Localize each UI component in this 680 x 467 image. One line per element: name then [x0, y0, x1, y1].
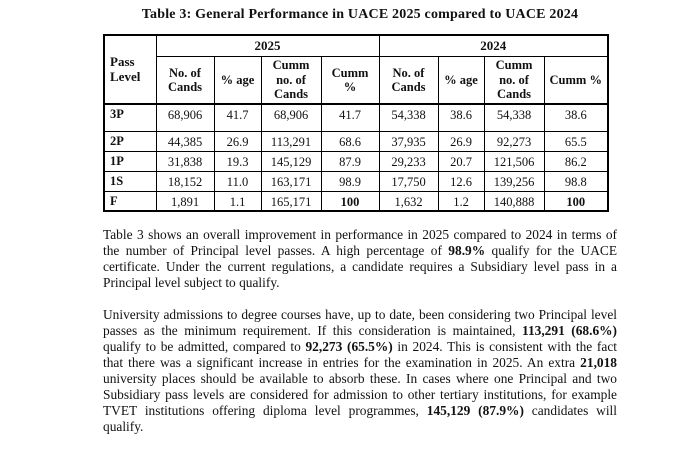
cell: 145,129: [261, 151, 321, 171]
cell: 68.6: [321, 131, 379, 151]
cell: 68,906: [261, 104, 321, 131]
text-run: qualify to be admitted, compared to: [103, 339, 306, 354]
text-run-bold: 21,018: [580, 355, 617, 370]
column-header-2024-no-of-cands: No. of Cands: [379, 57, 438, 105]
cell: 121,506: [484, 151, 544, 171]
cell: 100: [321, 191, 379, 211]
cell: 29,233: [379, 151, 438, 171]
paragraph-admissions: [103, 307, 617, 435]
cell: 87.9: [321, 151, 379, 171]
cell: 11.0: [214, 171, 261, 191]
body-text: [103, 227, 617, 435]
cell: 12.6: [438, 171, 484, 191]
column-header-2025-cumm-no-of-cands: Cumm no. of Cands: [261, 57, 321, 105]
table-year-header-row: [104, 35, 608, 57]
column-header-pass-level: Pass Level: [104, 35, 156, 104]
table-title: Table 3: General Performance in UACE 2025 compared to UACE 2024: [141, 7, 579, 22]
column-header-2024-percentage: % age: [438, 57, 484, 105]
table-subheader-row: [104, 57, 608, 105]
cell: 41.7: [321, 104, 379, 131]
cell: 26.9: [438, 131, 484, 151]
cell: 1.1: [214, 191, 261, 211]
document-content: [103, 7, 617, 435]
column-header-2025-no-of-cands: No. of Cands: [156, 57, 214, 105]
text-run: university places should be available to absorb these. In cases where one Principal and two Subsidiary pass levels are considered for admission to other tertiary institutions, for example TVET institutions offering diploma level programmes,: [103, 371, 617, 418]
cell: 163,171: [261, 171, 321, 191]
column-header-2025-percentage: % age: [214, 57, 261, 105]
cell: 54,338: [484, 104, 544, 131]
row-label: F: [104, 191, 156, 211]
cell: 92,273: [484, 131, 544, 151]
table-row-2p: [104, 131, 608, 151]
cell: 41.7: [214, 104, 261, 131]
column-header-2024-cumm-no-of-cands: Cumm no. of Cands: [484, 57, 544, 105]
table-row-f: [104, 191, 608, 211]
table-row-3p: [104, 104, 608, 131]
cell: 26.9: [214, 131, 261, 151]
text-run: Table 3 shows an overall improvement in performance in 2025 compared to 2024 in terms of the number of Principal level passes. A high percentage of: [103, 227, 617, 258]
table-row-1s: [104, 171, 608, 191]
cell: 37,935: [379, 131, 438, 151]
row-label: 2P: [104, 131, 156, 151]
text-run: in 2024. This is consistent with the fact that there was a significant increase in entries for the examination in 2025. An extra: [103, 339, 618, 370]
paragraph-summary: [103, 227, 617, 291]
cell: 68,906: [156, 104, 214, 131]
performance-table: [103, 34, 609, 212]
cell: 1,632: [379, 191, 438, 211]
cell: 38.6: [438, 104, 484, 131]
table-row-1p: [104, 151, 608, 171]
cell: 18,152: [156, 171, 214, 191]
cell: 54,338: [379, 104, 438, 131]
text-run: candidates will qualify.: [103, 403, 617, 434]
cell: 65.5: [544, 131, 608, 151]
column-group-2024: 2024: [379, 35, 608, 57]
cell: 44,385: [156, 131, 214, 151]
cell: 139,256: [484, 171, 544, 191]
column-group-2025: 2025: [156, 35, 379, 57]
cell: 19.3: [214, 151, 261, 171]
text-run-bold: 92,273 (65.5%): [305, 339, 393, 354]
column-header-2024-cumm-percent: Cumm %: [544, 57, 608, 105]
text-run-bold: 113,291 (68.6%): [521, 323, 618, 338]
cell: 20.7: [438, 151, 484, 171]
cell: 1.2: [438, 191, 484, 211]
cell: 98.8: [544, 171, 608, 191]
cell: 38.6: [544, 104, 608, 131]
cell: 86.2: [544, 151, 608, 171]
cell: 1,891: [156, 191, 214, 211]
row-label: 3P: [104, 104, 156, 131]
cell: 100: [544, 191, 608, 211]
cell: 31,838: [156, 151, 214, 171]
text-run: University admissions to degree courses have, up to date, been considering two Principal level passes as the minimum requirement. If this consideration is maintained,: [103, 307, 617, 338]
cell: 113,291: [261, 131, 321, 151]
cell: 17,750: [379, 171, 438, 191]
cell: 98.9: [321, 171, 379, 191]
row-label: 1S: [104, 171, 156, 191]
text-run: qualify for the UACE certificate. Under the current regulations, a candidate requires a Subsidiary level pass in a Principal level subject to qualify.: [103, 243, 617, 290]
text-run-bold: 145,129 (87.9%): [426, 403, 524, 418]
column-header-2025-cumm-percent: Cumm %: [321, 57, 379, 105]
text-run-bold: 98.9%: [448, 243, 486, 258]
row-label: 1P: [104, 151, 156, 171]
cell: 140,888: [484, 191, 544, 211]
cell: 165,171: [261, 191, 321, 211]
